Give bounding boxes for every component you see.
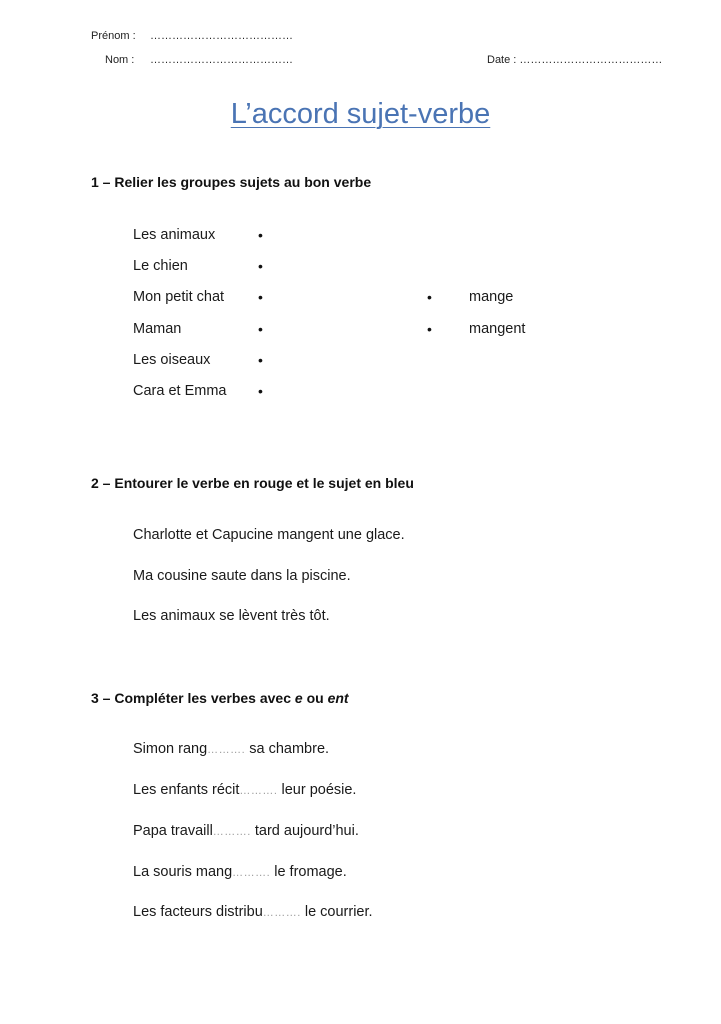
bullet-icon[interactable]: • (258, 321, 263, 337)
bullet-icon[interactable]: • (427, 321, 432, 337)
sentence-start: Papa travaill (133, 823, 213, 839)
nom-label: Nom : (105, 54, 135, 66)
blank-field[interactable]: ………. (232, 867, 271, 879)
verb-item: mangent (469, 321, 526, 337)
fill-sentence (133, 904, 373, 920)
bullet-icon[interactable]: • (258, 383, 263, 399)
subject-item: Mon petit chat (133, 289, 225, 305)
heading-or: ou (302, 690, 328, 706)
fill-sentence (133, 782, 356, 798)
bullet-icon[interactable]: • (258, 352, 263, 368)
verb-item: mange (469, 289, 514, 305)
section-2-heading: 2 – Entourer le verbe en rouge et le sujet en bleu (91, 475, 414, 491)
blank-field[interactable]: ………. (207, 744, 246, 756)
date-field[interactable]: Date : ………………………………… (487, 54, 663, 66)
heading-ent: ent (327, 690, 349, 706)
blank-field[interactable]: ………. (262, 907, 301, 919)
blank-field[interactable]: ………. (239, 785, 278, 797)
sentence-end: sa chambre. (245, 741, 330, 757)
sentence-start: La souris mang (133, 864, 233, 880)
sentence-item: Charlotte et Capucine mangent une glace. (133, 527, 405, 543)
subject-item: Les animaux (133, 227, 216, 243)
sentence-end: tard aujourd’hui. (250, 823, 359, 839)
page-title: L’accord sujet-verbe (230, 98, 491, 130)
fill-sentence (133, 823, 359, 839)
bullet-icon[interactable]: • (258, 289, 263, 305)
sentence-start: Les facteurs distribu (133, 904, 263, 920)
subject-item: Le chien (133, 258, 188, 274)
nom-field[interactable]: ………………………………… (150, 54, 293, 66)
section-3-heading (91, 690, 349, 706)
subject-item: Cara et Emma (133, 383, 227, 399)
sentence-item: Ma cousine saute dans la piscine. (133, 568, 351, 584)
prenom-field[interactable]: ………………………………… (150, 30, 293, 42)
subject-item: Maman (133, 321, 182, 337)
sentence-end: le courrier. (300, 904, 373, 920)
bullet-icon[interactable]: • (427, 289, 432, 305)
fill-sentence (133, 864, 347, 880)
bullet-icon[interactable]: • (258, 227, 263, 243)
subject-item: Les oiseaux (133, 352, 211, 368)
section-1-heading: 1 – Relier les groupes sujets au bon verbe (91, 174, 372, 190)
prenom-label: Prénom : (91, 30, 136, 42)
blank-field[interactable]: ………. (212, 826, 251, 838)
sentence-end: le fromage. (270, 864, 347, 880)
sentence-start: Simon rang (133, 741, 208, 757)
heading-e: e (294, 690, 303, 706)
sentence-start: Les enfants récit (133, 782, 240, 798)
sentence-end: leur poésie. (277, 782, 357, 798)
bullet-icon[interactable]: • (258, 258, 263, 274)
sentence-item: Les animaux se lèvent très tôt. (133, 608, 330, 624)
fill-sentence (133, 741, 329, 757)
heading-prefix: 3 – Compléter les verbes avec (91, 690, 295, 706)
